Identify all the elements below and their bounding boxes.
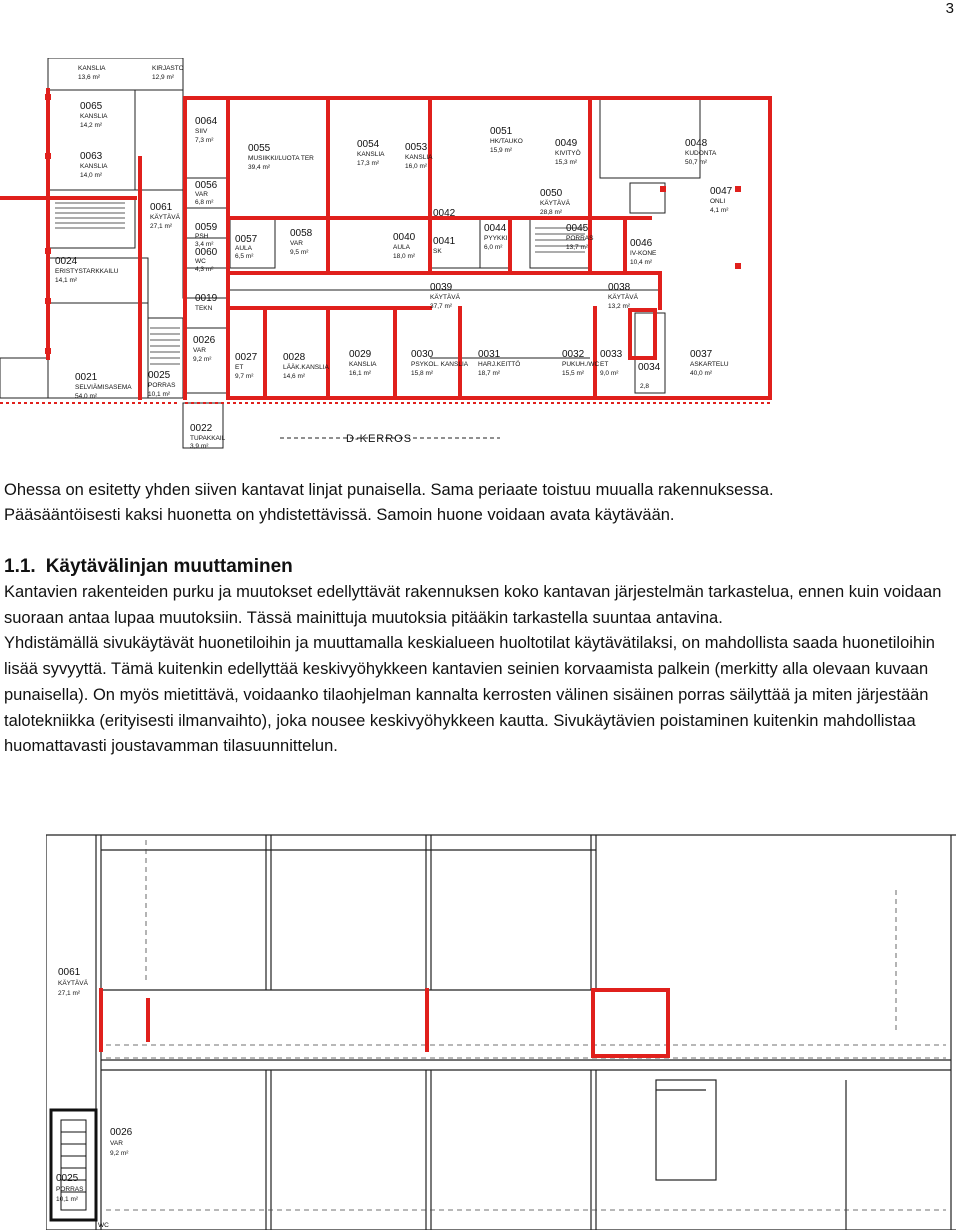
- room-num: 0060: [195, 247, 218, 258]
- room-num: 0024: [55, 256, 78, 267]
- floor-plan-top-drawing: [0, 58, 775, 450]
- room-area: 9,2 m²: [193, 356, 212, 363]
- room-name: LÄÄK.KANSLIA: [283, 364, 329, 371]
- room-num: 0058: [290, 228, 313, 239]
- room-name: PORRAS: [56, 1186, 84, 1193]
- room-area: 18,0 m²: [393, 253, 416, 260]
- room-area: 13,7 m²: [566, 244, 589, 251]
- room-name: AULA: [393, 244, 410, 251]
- section-paragraph-1: Kantavien rakenteiden purku ja muutokset edellyttävät rakennuksen koko kantavan järjestelmän tarkastelua, ennen kuin voidaan suoraan antaa lupaa muutoksiin. Tässä mainittuja muutoksia pitääkin tarkastella suuntaa antavina.: [4, 583, 942, 627]
- room-num: 0027: [235, 352, 258, 363]
- room-area: 3,9 m²: [190, 443, 209, 450]
- room-name: KANSLIA: [80, 113, 108, 120]
- room-name: ONLI: [710, 198, 726, 205]
- room-area: 27,1 m²: [150, 223, 173, 230]
- room-name: KANSLIA: [349, 361, 377, 368]
- room-num: 0039: [430, 282, 453, 293]
- floor-plan-bottom: [46, 830, 956, 1230]
- room-num: 0059: [195, 222, 218, 233]
- room-num: 0038: [608, 282, 631, 293]
- room-area: 13,6 m²: [78, 74, 101, 81]
- room-area: 9,5 m²: [290, 249, 309, 256]
- room-name: SK: [433, 248, 442, 255]
- room-name: KANSLIA: [80, 163, 108, 170]
- room-num: 0049: [555, 138, 578, 149]
- room-num: 0031: [478, 349, 501, 360]
- room-area: 14,6 m²: [283, 373, 306, 380]
- room-num: 0029: [349, 349, 372, 360]
- room-name: TUPAKKAIL: [190, 435, 226, 442]
- room-num: 0056: [195, 180, 218, 191]
- section-number: 1.1.: [4, 556, 36, 577]
- room-area: 9,2 m²: [110, 1150, 129, 1157]
- room-name: KANSLIA: [78, 65, 106, 72]
- room-name: PORRAS: [148, 382, 176, 389]
- room-name: KIVITYÖ: [555, 150, 581, 157]
- room-num: 0063: [80, 151, 103, 162]
- room-area: 14,0 m²: [80, 172, 103, 179]
- room-num: 0061: [150, 202, 173, 213]
- room-name: KÄYTÄVÄ: [540, 200, 570, 207]
- room-name: KANSLIA: [405, 154, 433, 161]
- room-name: VAR: [193, 347, 206, 354]
- room-area: 9,0 m²: [600, 370, 619, 377]
- room-num: 0040: [393, 232, 416, 243]
- room-area: 15,9 m²: [490, 147, 513, 154]
- room-area: 10,1 m²: [56, 1196, 79, 1203]
- room-area: 15,8 m²: [411, 370, 434, 377]
- room-num: 0046: [630, 238, 653, 249]
- room-num: 0025: [56, 1173, 79, 1184]
- room-name: KÄYTÄVÄ: [150, 214, 180, 221]
- floor-label: D-KERROS: [346, 433, 413, 445]
- room-area: 14,2 m²: [80, 122, 103, 129]
- section-paragraph-2: Yhdistämällä sivukäytävät huonetiloihin ja muuttamalla keskialueen huoltotilat käytävätilaksi, on mahdollista saada huonetiloihin lisää syvyyttä. Tämä kuitenkin edellyttää keskivyöhykkeen kantavien seinien korvaamista palkein (merkitty alla olevaan kuvaan punaisella). On myös mietittävä, voidaanko tilaohjelman kannalta kerrosten välinen sisäinen porras säilyttää ja miten järjestään talotekniikka (erityisesti ilmanvaihto), joka nousee keskivyöhykkeen kautta. Sivukäytävien poistaminen kuitenkin mahdollistaa huomattavasti joustavamman tilasuunnittelun.: [4, 634, 935, 756]
- room-name: KÄYTÄVÄ: [608, 294, 638, 301]
- room-area: 2,8: [640, 383, 650, 390]
- room-area: 14,1 m²: [55, 277, 78, 284]
- room-name: MUSIIKKI/LUOTA TER: [248, 155, 314, 162]
- room-area: 9,7 m²: [235, 373, 254, 380]
- room-area: 4,3 m²: [195, 266, 214, 273]
- room-num: 0026: [110, 1127, 133, 1138]
- room-num: 0055: [248, 143, 271, 154]
- section-heading: [4, 553, 954, 580]
- room-area: 4,1 m²: [710, 207, 729, 214]
- room-name: SIIV: [195, 128, 208, 135]
- room-area: 7,3 m²: [195, 137, 214, 144]
- room-num: 0034: [638, 362, 661, 373]
- room-num: 0041: [433, 236, 456, 247]
- room-area: 17,3 m²: [357, 160, 380, 167]
- room-area: 10,1 m²: [148, 391, 171, 398]
- intro-line-1: Ohessa on esitetty yhden siiven kantavat linjat punaisella. Sama periaate toistuu muualla rakennuksessa.: [4, 481, 774, 499]
- room-area: 28,8 m²: [540, 209, 563, 216]
- room-name: HK/TAUKO: [490, 138, 523, 145]
- room-name: TEKN: [195, 305, 213, 312]
- room-area: 12,9 m²: [152, 74, 175, 81]
- room-num: 0033: [600, 349, 623, 360]
- room-name: WC: [98, 1222, 109, 1229]
- room-area: 15,3 m²: [555, 159, 578, 166]
- room-name: HARJ.KEITTÖ: [478, 361, 521, 368]
- room-name: ET: [600, 361, 609, 368]
- room-num: 0054: [357, 139, 380, 150]
- room-area: 10,4 m²: [630, 259, 653, 266]
- room-num: 0047: [710, 186, 733, 197]
- room-labels-bottom: [56, 967, 133, 1229]
- room-name: WC: [195, 258, 206, 265]
- room-num: 0037: [690, 349, 713, 360]
- room-num: 0053: [405, 142, 428, 153]
- room-area: 40,0 m²: [690, 370, 713, 377]
- room-area: 13,2 m²: [608, 303, 631, 310]
- room-area: 15,5 m²: [562, 370, 585, 377]
- room-name: ET: [235, 364, 244, 371]
- room-area: 27,1 m²: [58, 990, 81, 997]
- intro-line-2: Pääsääntöisesti kaksi huonetta on yhdistettävissä. Samoin huone voidaan avata käytävään.: [4, 506, 675, 524]
- section-title: Käytävälinjan muuttaminen: [45, 556, 293, 577]
- room-num: 0025: [148, 370, 171, 381]
- room-name: IV-KONE: [630, 250, 657, 257]
- room-name: KÄYTÄVÄ: [58, 980, 88, 987]
- room-name: PUKUH./WC: [562, 361, 600, 368]
- room-area: 39,4 m²: [248, 164, 271, 171]
- section-corridor-change: [4, 553, 954, 760]
- room-num: 0042: [433, 208, 456, 219]
- room-num: 0022: [190, 423, 213, 434]
- room-num: 0051: [490, 126, 513, 137]
- room-name: VAR: [110, 1140, 123, 1147]
- room-name: KÄYTÄVÄ: [430, 294, 460, 301]
- room-name: ASKARTELU: [690, 361, 729, 368]
- floor-plan-bottom-drawing: [46, 830, 956, 1230]
- room-name: AULA: [235, 245, 252, 252]
- room-area: 50,7 m²: [685, 159, 708, 166]
- room-num: 0032: [562, 349, 585, 360]
- room-name: SELVIÄMISASEMA: [75, 384, 132, 391]
- room-num: 0028: [283, 352, 306, 363]
- room-name: ERISTYSTARKKAILU: [55, 268, 119, 275]
- room-num: 0065: [80, 101, 103, 112]
- room-area: 6,8 m²: [195, 199, 214, 206]
- room-name: PYYKKI: [484, 235, 508, 242]
- room-name: PORRAS: [566, 235, 594, 242]
- intro-text: [4, 478, 954, 528]
- room-name: PSH: [195, 233, 209, 240]
- room-num: 0044: [484, 223, 507, 234]
- room-num: 0050: [540, 188, 563, 199]
- room-num: 0057: [235, 234, 258, 245]
- room-num: 0064: [195, 116, 218, 127]
- room-num: 0019: [195, 293, 218, 304]
- room-area: 6,0 m²: [484, 244, 503, 251]
- room-area: 37,7 m²: [430, 303, 453, 310]
- room-num: 0021: [75, 372, 98, 383]
- room-area: 6,5 m²: [235, 253, 254, 260]
- room-num: 0030: [411, 349, 434, 360]
- room-num: 0061: [58, 967, 81, 978]
- page-number: 3: [945, 0, 954, 17]
- room-name: KUDONTA: [685, 150, 717, 157]
- room-area: 16,1 m²: [349, 370, 372, 377]
- room-area: 3,4 m²: [195, 241, 214, 248]
- room-name: VAR: [290, 240, 303, 247]
- room-name: KANSLIA: [357, 151, 385, 158]
- room-name: KIRJASTO: [152, 65, 184, 72]
- room-num: 0026: [193, 335, 216, 346]
- floor-plan-top: [0, 58, 775, 450]
- room-area: 18,7 m²: [478, 370, 501, 377]
- room-name: PSYKOL. KANSLIA: [411, 361, 469, 368]
- room-area: 54,0 m²: [75, 393, 98, 400]
- room-num: 0045: [566, 223, 589, 234]
- room-name: VAR: [195, 191, 208, 198]
- room-num: 0048: [685, 138, 708, 149]
- room-area: 16,0 m²: [405, 163, 428, 170]
